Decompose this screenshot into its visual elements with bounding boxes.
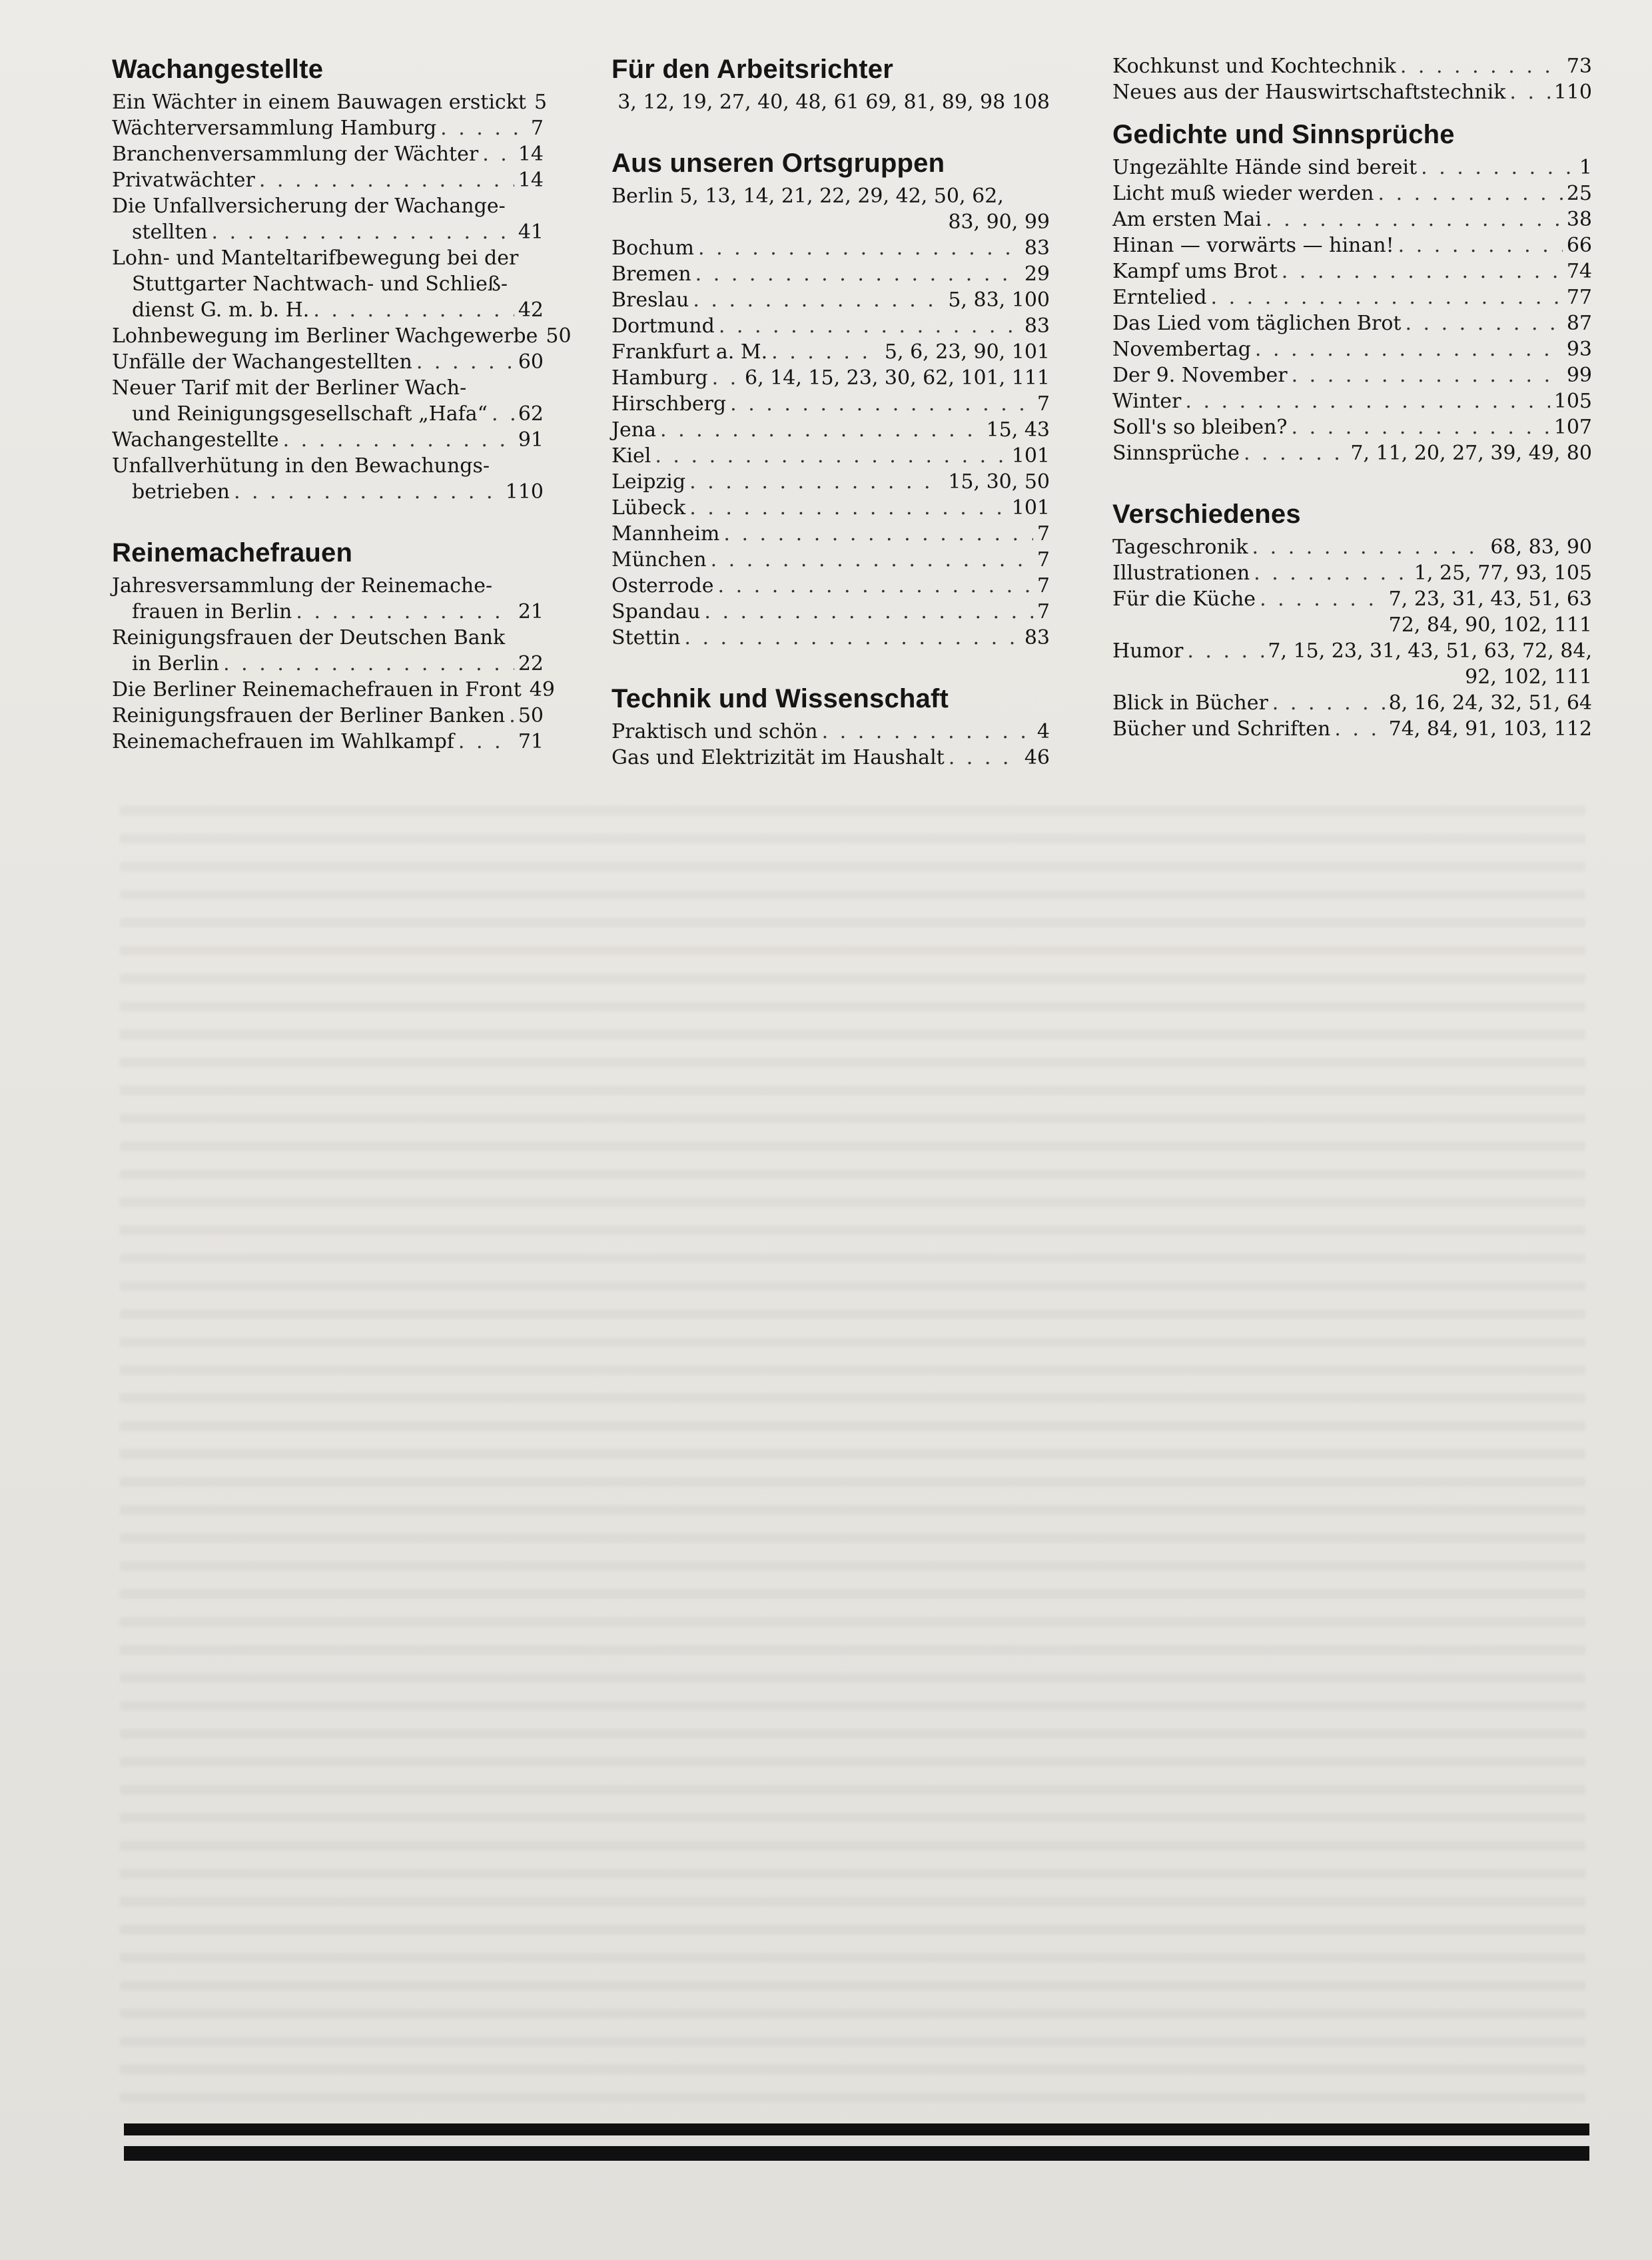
dot-leader <box>313 297 514 323</box>
index-section <box>1112 119 1592 466</box>
entry-title-line: Praktisch und schön <box>612 720 818 743</box>
entry-page-number: 21 <box>518 600 544 623</box>
entry-title-line: Das Lied vom täglichen Brot <box>1112 312 1402 335</box>
dot-leader <box>698 235 1021 261</box>
index-entry <box>112 193 544 245</box>
index-entry <box>1112 155 1592 181</box>
dot-leader <box>719 313 1021 339</box>
index-entry <box>1112 638 1592 690</box>
index-entry <box>612 313 1050 339</box>
entry-title-line: Berlin 5, 13, 14, 21, 22, 29, 42, 50, 62, <box>612 185 1004 208</box>
entry-page-number: 7, 11, 20, 27, 39, 49, 80 <box>1350 442 1592 465</box>
entry-page-number: 105 <box>1553 390 1592 413</box>
section-heading: Verschiedenes <box>1112 500 1301 529</box>
entry-page-number: 74 <box>1566 260 1592 283</box>
dot-leader <box>458 729 514 755</box>
index-entry <box>612 495 1050 521</box>
entry-title-line: Reinigungsfrauen der Berliner Banken <box>112 704 506 727</box>
index-section <box>1112 498 1592 742</box>
entry-page-number: 91 <box>518 428 544 452</box>
entry-page-number: 38 <box>1566 208 1592 231</box>
index-entry <box>612 365 1050 391</box>
entry-page-number: 5, 6, 23, 90, 101 <box>884 340 1050 364</box>
index-section <box>1112 53 1592 105</box>
entry-title-line: Humor <box>1112 639 1184 663</box>
index-entry <box>112 115 544 141</box>
index-entry <box>612 417 1050 443</box>
entry-page-number: 66 <box>1566 234 1592 257</box>
index-entry <box>112 703 544 729</box>
index-entry <box>1112 310 1592 336</box>
entry-title-line: Für die Küche <box>1112 587 1256 611</box>
index-entry <box>112 141 544 167</box>
index-column-1 <box>112 53 572 787</box>
entry-title-line: Spandau <box>612 600 701 623</box>
entry-page-number: 1 <box>1579 156 1592 179</box>
index-entry <box>1112 53 1592 79</box>
entry-title-line: Neuer Tarif mit der Berliner Wach- <box>112 376 467 400</box>
entry-title-line: Osterrode <box>612 574 714 597</box>
entry-title-line: Jahresversammlung der Reinemache- <box>112 574 493 597</box>
index-entry <box>112 729 544 755</box>
dot-leader <box>660 417 983 443</box>
entry-title-line: Reinigungsfrauen der Deutschen Bank <box>112 626 506 649</box>
entry-title-line: Lohn- und Manteltarifbewegung bei der <box>112 246 519 270</box>
index-entry <box>612 573 1050 599</box>
entry-page-number: 110 <box>505 480 544 504</box>
section-heading: Aus unseren Ortsgruppen <box>612 149 945 178</box>
entry-title-line: Dortmund <box>612 314 715 338</box>
dot-leader <box>1292 362 1563 388</box>
dot-leader <box>771 339 881 365</box>
dot-leader <box>704 599 1033 625</box>
entry-title-line: Stuttgarter Nachtwach- und Schließ- <box>132 272 508 296</box>
entry-page-number: 14 <box>518 143 544 166</box>
entry-page-number: 101 <box>1011 496 1050 520</box>
entry-page-number: 71 <box>518 730 544 753</box>
entry-title-line: Gas und Elektrizität im Haushalt <box>612 746 945 769</box>
entry-page-number: 110 <box>1553 81 1592 104</box>
entry-title-line: Hinan — vorwärts — hinan! <box>1112 234 1394 257</box>
entry-title-line: Lübeck <box>612 496 686 520</box>
dot-leader <box>1187 638 1264 664</box>
bottom-rule-thin <box>124 2123 1589 2135</box>
entry-page-number: 60 <box>518 350 544 374</box>
dot-leader <box>695 261 1021 287</box>
entry-title-line: Licht muß wieder werden <box>1112 182 1374 205</box>
entry-page-number: 29 <box>1024 262 1050 286</box>
entry-page-number: 87 <box>1566 312 1592 335</box>
index-entry <box>1112 534 1592 560</box>
entry-page-number: 42 <box>518 298 544 322</box>
entry-title-line: Erntelied <box>1112 286 1207 309</box>
index-entry <box>612 521 1050 547</box>
entry-page-number: 68, 83, 90 <box>1490 536 1592 559</box>
entry-title-line: Lohnbewegung im Berliner Wachgewerbe <box>112 324 538 348</box>
entry-page-number: 25 <box>1566 182 1592 205</box>
entry-page-number: 93 <box>1566 338 1592 361</box>
index-entry <box>612 469 1050 495</box>
dot-leader <box>949 745 1021 771</box>
entry-page-number: 62 <box>518 402 544 426</box>
entry-page-continuation: 83, 90, 99 <box>948 210 1050 234</box>
index-entry <box>1112 336 1592 362</box>
entry-title-line: Hirschberg <box>612 392 727 416</box>
dot-leader <box>1509 79 1549 105</box>
dot-leader <box>689 469 944 495</box>
index-entry <box>612 443 1050 469</box>
entry-title-line: Mannheim <box>612 522 720 546</box>
entry-page-number: 6, 14, 15, 23, 30, 62, 101, 111 <box>745 366 1050 390</box>
dot-leader <box>693 287 944 313</box>
dot-leader <box>1185 388 1549 414</box>
dot-leader <box>689 495 1008 521</box>
dot-leader <box>1254 560 1410 586</box>
dot-leader <box>1398 232 1563 258</box>
dot-leader <box>655 443 1007 469</box>
index-entry <box>112 349 544 375</box>
index-entry <box>1112 414 1592 440</box>
entry-page-number: 7 <box>1036 574 1050 597</box>
entry-page-number: 46 <box>1024 746 1050 769</box>
entry-page-number: 77 <box>1566 286 1592 309</box>
entry-title-line: München <box>612 548 707 571</box>
entry-title-line: Jena <box>612 418 656 442</box>
section-heading: Für den Arbeitsrichter <box>612 55 893 84</box>
dot-leader <box>212 219 514 245</box>
entry-title-line: Bremen <box>612 262 691 286</box>
entry-title-line: Branchenversammlung der Wächter <box>112 143 479 166</box>
entry-title-line: Kochkunst und Kochtechnik <box>1112 55 1396 78</box>
dot-leader <box>259 167 514 193</box>
index-entry <box>1112 79 1592 105</box>
entry-title-line: Frankfurt a. M. <box>612 340 768 364</box>
index-entry <box>1112 560 1592 586</box>
entry-page-number: 74, 84, 91, 103, 112 <box>1388 717 1592 741</box>
dot-leader <box>1255 336 1563 362</box>
entry-title-line: Wächterversammlung Hamburg <box>112 117 437 140</box>
entry-page-number: 7, 15, 23, 31, 43, 51, 63, 72, 84, <box>1268 639 1592 663</box>
index-section <box>612 53 1050 115</box>
section-page-numbers: 3, 12, 19, 27, 40, 48, 61 69, 81, 89, 98 108 <box>618 91 1050 114</box>
entry-page-number: 50 <box>546 324 572 348</box>
entry-page-number: 73 <box>1566 55 1592 78</box>
dot-leader <box>711 547 1033 573</box>
index-entry <box>112 89 548 115</box>
entry-title-line: Unfälle der Wachangestellten <box>112 350 412 374</box>
entry-title-line: Illustrationen <box>1112 562 1250 585</box>
index-entry <box>612 339 1050 365</box>
index-entry <box>612 287 1050 313</box>
dot-leader <box>283 427 514 453</box>
index-entry <box>1112 232 1592 258</box>
bleed-through-texture <box>120 806 1585 2105</box>
entry-title-line: dienst G. m. b. H. <box>132 298 310 322</box>
entry-page-number: 7 <box>1036 522 1050 546</box>
index-entry <box>1112 362 1592 388</box>
index-entry <box>612 235 1050 261</box>
dot-leader <box>723 521 1033 547</box>
entry-title-line: Stettin <box>612 626 681 649</box>
dot-leader <box>234 479 502 505</box>
entry-page-number: 41 <box>518 220 544 244</box>
dot-leader <box>1334 716 1384 742</box>
entry-title-line: in Berlin <box>132 652 220 675</box>
entry-page-number: 7 <box>1036 600 1050 623</box>
index-entry <box>112 375 544 427</box>
dot-leader <box>730 391 1033 417</box>
index-entry <box>612 391 1050 417</box>
entry-title-line: Leipzig <box>612 470 686 494</box>
entry-title-line: Reinemachefrauen im Wahlkampf <box>112 730 454 753</box>
entry-title-line: Blick in Bücher <box>1112 691 1268 715</box>
index-entry <box>1112 181 1592 206</box>
dot-leader <box>1260 586 1385 612</box>
section-heading: Technik und Wissenschaft <box>612 684 949 713</box>
index-entry <box>1112 206 1592 232</box>
entry-title-line: Am ersten Mai <box>1112 208 1262 231</box>
entry-title-line: Die Berliner Reinemachefrauen in Front <box>112 678 522 701</box>
entry-title-line: Winter <box>1112 390 1182 413</box>
entry-page-number: 83 <box>1024 236 1050 260</box>
entry-title-line: Tageschronik <box>1112 536 1248 559</box>
entry-title-line: Wachangestellte <box>112 428 279 452</box>
dot-leader <box>1378 181 1563 206</box>
entry-page-number: 8, 16, 24, 32, 51, 64 <box>1388 691 1592 715</box>
dot-leader <box>712 365 741 391</box>
dot-leader <box>1272 690 1385 716</box>
entry-page-number: 1, 25, 77, 93, 105 <box>1414 562 1592 585</box>
index-entry <box>612 547 1050 573</box>
dot-leader <box>1211 284 1563 310</box>
dot-leader <box>1282 258 1563 284</box>
index-entry <box>112 323 572 349</box>
dot-leader <box>1292 414 1550 440</box>
index-entry <box>612 261 1050 287</box>
index-entry <box>112 677 555 703</box>
entry-title-line: Bochum <box>612 236 694 260</box>
entry-title-line: Unfallverhütung in den Bewachungs- <box>112 454 490 478</box>
entry-title-line: Ungezählte Hände sind bereit <box>1112 156 1418 179</box>
index-entry <box>1112 388 1592 414</box>
index-section <box>612 683 1050 771</box>
entry-page-continuation: 72, 84, 90, 102, 111 <box>1388 613 1592 637</box>
index-entry <box>112 245 544 323</box>
index-column-2 <box>612 53 1050 803</box>
entry-page-number: 15, 43 <box>986 418 1050 442</box>
index-entry <box>112 625 544 677</box>
entry-title-line: Privatwächter <box>112 169 255 192</box>
dot-leader <box>1266 206 1563 232</box>
entry-title-line: betrieben <box>132 480 230 504</box>
entry-title-line: Neues aus der Hauswirtschaftstechnik <box>1112 81 1506 104</box>
entry-page-number: 7 <box>1036 548 1050 571</box>
entry-page-number: 7, 23, 31, 43, 51, 63 <box>1388 587 1592 611</box>
entry-title-line: Hamburg <box>612 366 708 390</box>
entry-page-number: 83 <box>1024 626 1050 649</box>
bottom-rule-thick <box>124 2146 1589 2161</box>
entry-title-line: Kampf ums Brot <box>1112 260 1278 283</box>
index-entry <box>1112 716 1592 742</box>
dot-leader <box>1405 310 1562 336</box>
dot-leader <box>509 703 514 729</box>
entry-title-line: und Reinigungsgesellschaft „Hafa“ <box>132 402 488 426</box>
entry-page-number: 5, 83, 100 <box>948 288 1050 312</box>
entry-page-continuation: 92, 102, 111 <box>1465 665 1592 689</box>
entry-title-line: stellten <box>132 220 208 244</box>
index-entry <box>112 573 544 625</box>
entry-title-line: Ein Wächter in einem Bauwagen erstickt <box>112 91 526 114</box>
dot-leader <box>684 625 1020 651</box>
entry-title-line: Novembertag <box>1112 338 1251 361</box>
entry-page-number: 7 <box>530 117 544 140</box>
entry-title-line: Bücher und Schriften <box>1112 717 1331 741</box>
dot-leader <box>1244 440 1346 466</box>
index-entry <box>1112 258 1592 284</box>
entry-title-line: Der 9. November <box>1112 364 1288 387</box>
section-heading: Gedichte und Sinnsprüche <box>1112 120 1455 149</box>
index-column-3 <box>1112 53 1592 774</box>
dot-leader <box>1400 53 1563 79</box>
index-entry <box>1112 284 1592 310</box>
entry-title-line: Sinnsprüche <box>1112 442 1240 465</box>
index-entry <box>112 427 544 453</box>
index-section <box>112 53 572 505</box>
dot-leader <box>440 115 527 141</box>
dot-leader <box>482 141 514 167</box>
entry-page-number: 7 <box>1036 392 1050 416</box>
index-entry <box>112 453 544 505</box>
entry-page-number: 107 <box>1553 416 1592 439</box>
entry-title-line: Kiel <box>612 444 651 468</box>
dot-leader <box>822 719 1033 745</box>
entry-page-number: 99 <box>1566 364 1592 387</box>
dot-leader <box>1252 534 1487 560</box>
entry-title-line: Soll's so bleiben? <box>1112 416 1288 439</box>
dot-leader <box>1421 155 1575 181</box>
dot-leader <box>223 651 514 677</box>
entry-page-number: 5 <box>534 91 548 114</box>
dot-leader <box>416 349 514 375</box>
section-heading: Wachangestellte <box>112 55 324 84</box>
index-entry <box>1112 690 1592 716</box>
entry-title-line: Breslau <box>612 288 689 312</box>
index-entry <box>112 167 544 193</box>
index-entry <box>1112 440 1592 466</box>
entry-page-number: 15, 30, 50 <box>948 470 1050 494</box>
index-entry <box>1112 586 1592 638</box>
entry-title-line: Die Unfallversicherung der Wachange- <box>112 194 506 218</box>
entry-page-number: 22 <box>518 652 544 675</box>
index-entry <box>612 599 1050 625</box>
dot-leader <box>492 401 514 427</box>
index-entry <box>612 183 1050 235</box>
dot-leader <box>718 573 1033 599</box>
entry-page-number: 101 <box>1011 444 1050 468</box>
index-entry <box>612 719 1050 745</box>
entry-page-number: 49 <box>529 678 555 701</box>
entry-page-number: 4 <box>1036 720 1050 743</box>
section-heading: Reinemachefrauen <box>112 538 353 567</box>
index-entry <box>612 625 1050 651</box>
entry-page-number: 83 <box>1024 314 1050 338</box>
index-section <box>112 537 555 755</box>
entry-page-number: 14 <box>518 169 544 192</box>
index-section <box>612 147 1050 651</box>
entry-title-line: frauen in Berlin <box>132 600 292 623</box>
dot-leader <box>296 599 514 625</box>
index-entry <box>612 745 1050 771</box>
entry-page-number: 50 <box>518 704 544 727</box>
